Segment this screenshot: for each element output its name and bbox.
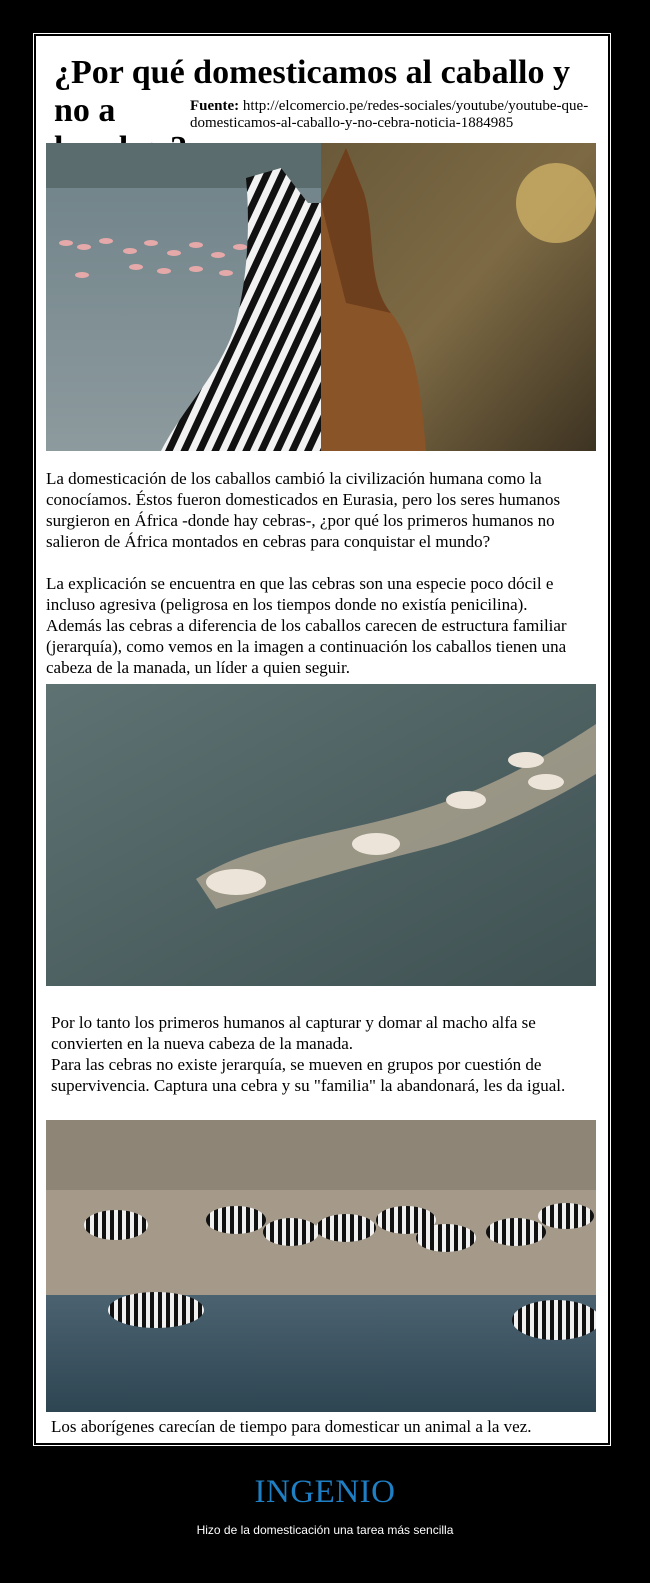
source-url: http://elcomercio.pe/redes-sociales/youtube/youtube-que-domesticamos-al-caballo-y-no-cebra-noticia-1884985 [190,98,589,131]
footer-subtitle: Hizo de la domesticación una tarea más sencilla [196,1523,454,1537]
zebra-horse-split-image [46,143,596,451]
paragraph-2: La explicación se encuentra en que las cebras son una especie poco dócil e incluso agresiva (peligrosa en los tiempos donde no existía penicilina). [46,574,554,614]
source-label: Fuente: [190,98,240,114]
title-line-1: ¿Por qué domesticamos al caballo y no a [54,54,570,129]
zebra-herd-waterhole-image [46,1120,596,1412]
paragraph-5: Para las cebras no existe jerarquía, se mueven en grupos por cuestión de supervivencia. Captura una cebra y su "familia" la abandonará, les da igual. [51,1055,566,1095]
paragraph-1: La domesticación de los caballos cambió la civilización humana como la conocíamos. Éstos fueron domesticados en Eurasia, pero los seres humanos surgieron en África -donde hay cebras-, ¿por qué los primeros humanos no salieron de África montados en cebras para conquistar el mundo? [46,469,561,551]
paragraph-3: Además las cebras a diferencia de los caballos carecen de estructura familiar (jerarquía), como vemos en la imagen a continuación los caballos tienen una cabeza de la manada, un líder a quien seguir. [46,616,567,677]
source-citation [190,98,608,132]
paragraph-4: Por lo tanto los primeros humanos al capturar y domar al macho alfa se convierten en la nueva cabeza de la manada. [51,1013,536,1053]
footer-title: INGENIO [254,1474,396,1510]
poster-sheet [36,36,608,1443]
poster-frame [33,33,611,1446]
horses-running-water-image [46,684,596,986]
image-caption: Los aborígenes carecían de tiempo para domesticar un animal a la vez. [51,1417,532,1436]
